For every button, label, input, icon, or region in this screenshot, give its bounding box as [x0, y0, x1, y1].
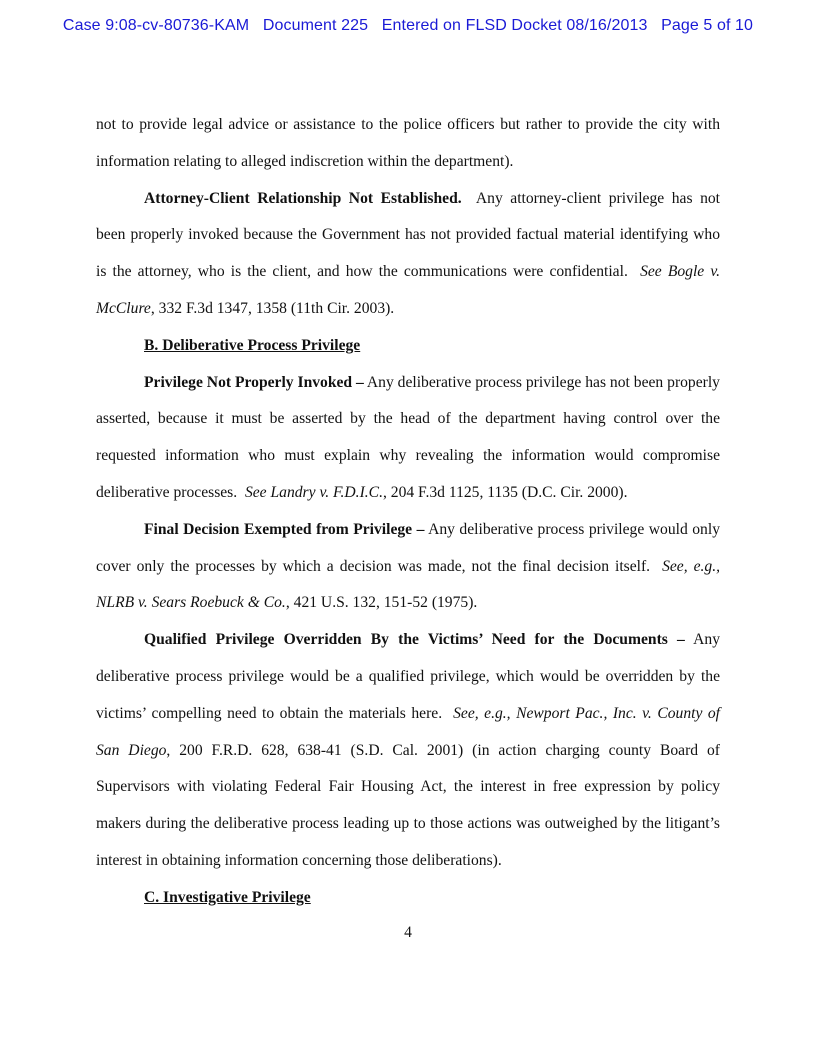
paragraph-lead: Attorney-Client Relationship Not Established. [144, 189, 462, 207]
paragraph-continuation [96, 107, 720, 181]
page-number: 4 [404, 924, 412, 941]
paragraph-not-invoked [96, 365, 720, 512]
paragraph-text: not to provide legal advice or assistance to the police officers but rather to provide the city with information relating to alleged indiscretion within the department). [96, 116, 720, 170]
paragraph-final-decision [96, 512, 720, 622]
paragraph-text: Any deliberative process privilege has not been properly asserted, because it must be asserted by the head of the department having control over the requested information who must explain why revealing the information would compromise deliberative processes. [96, 373, 720, 501]
docket-page-count: Page 5 of 10 [661, 17, 754, 34]
case-citation: See Landry v. F.D.I.C. [244, 483, 383, 501]
document-body [96, 107, 720, 917]
paragraph-attorney-client [96, 181, 720, 328]
paragraph-lead: Privilege Not Properly Invoked – [144, 373, 364, 391]
paragraph-text: Any attorney-client privilege has not been properly invoked because the Government has not provided factual material identifying who is the attorney, who is the client, and how the communications were confidential. [96, 189, 720, 281]
citation-detail: , 204 F.3d 1125, 1135 (D.C. Cir. 2000). [382, 483, 628, 501]
case-citation: See, e.g., Newport Pac., Inc. v. County of San Diego [96, 704, 721, 759]
section-heading-b: B. Deliberative Process Privilege [144, 336, 361, 354]
paragraph-text: Any deliberative process privilege would only cover only the processes by which a decision was made, not the final decision itself. [96, 520, 720, 575]
paragraph-lead: Qualified Privilege Overridden By the Victims’ Need for the Documents – [144, 631, 685, 649]
case-citation: See, e.g., NLRB v. Sears Roebuck & Co. [96, 557, 721, 612]
docket-header [0, 17, 816, 35]
docket-document-number: Document 225 [262, 17, 369, 34]
case-citation: See Bogle v. McClure [96, 263, 720, 317]
section-heading-c: C. Investigative Privilege [144, 888, 311, 906]
citation-detail: , 332 F.3d 1347, 1358 (11th Cir. 2003). [150, 299, 395, 317]
docket-case-number: Case 9:08-cv-80736-KAM [62, 17, 250, 34]
paragraph-lead: Final Decision Exempted from Privilege – [144, 520, 425, 538]
citation-detail: , 200 F.R.D. 628, 638-41 (S.D. Cal. 2001) (in action charging county Board of Supervisors with violating Federal Fair Housing Act, the interest in free expression by policy makers during the deliberative process leading up to those actions was outweighed by the litigant’s interest in obtaining information concerning those deliberations). [96, 741, 720, 869]
citation-detail: , 421 U.S. 132, 151-52 (1975). [285, 594, 478, 612]
paragraph-qualified-privilege [96, 622, 720, 880]
docket-entered-date: Entered on FLSD Docket 08/16/2013 [381, 17, 648, 34]
paragraph-text: Any deliberative process privilege would be a qualified privilege, which would be overridden by the victims’ compelling need to obtain the materials here. [96, 631, 720, 722]
